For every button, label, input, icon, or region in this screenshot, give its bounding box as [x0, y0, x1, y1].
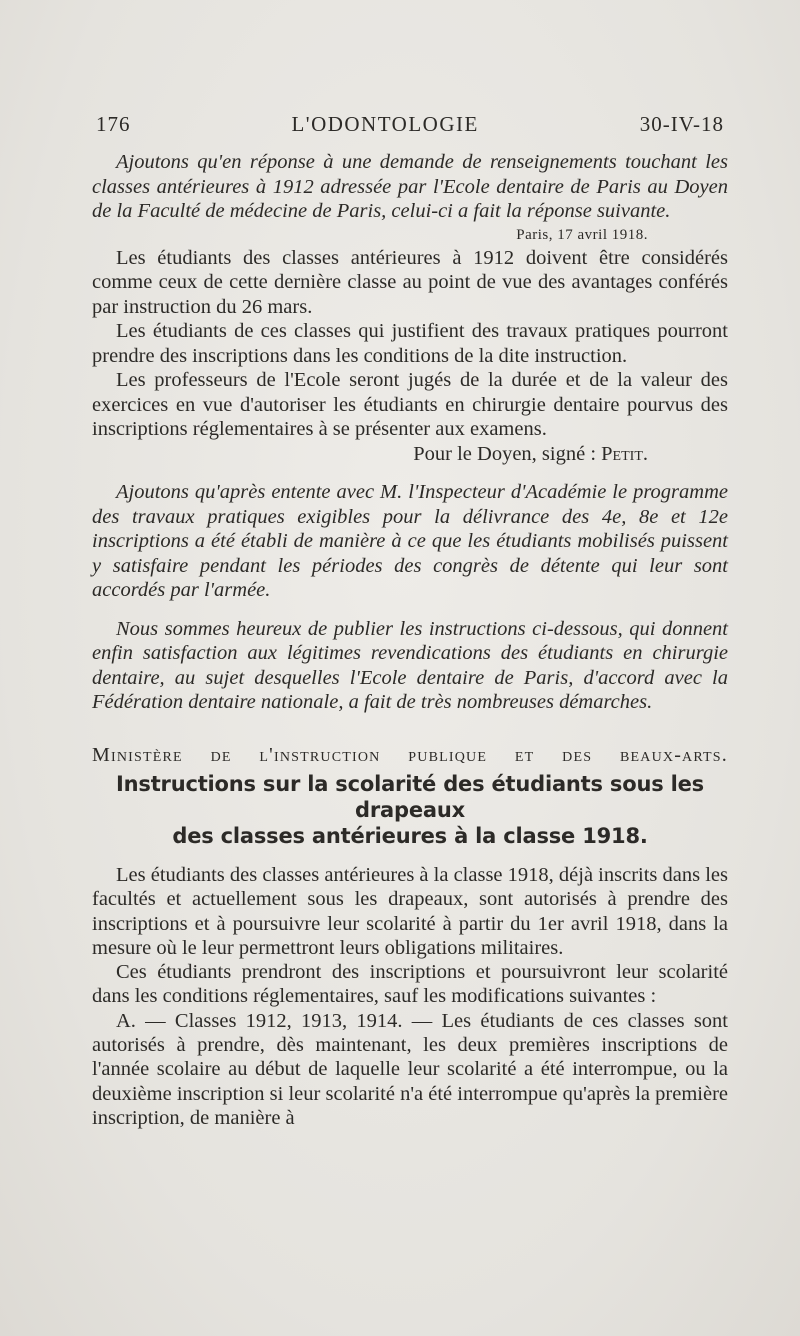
running-header	[96, 112, 724, 137]
instructions-body	[92, 863, 728, 1130]
letter-date: Paris, 17 avril 1918.	[516, 226, 648, 243]
letter-signature	[92, 442, 728, 467]
letter-paragraph: Les professeurs de l'Ecole seront jugés de la durée et de la valeur des exercices en vue d'autoriser les étudiants en chirurgie dentaire pourvus des inscriptions réglementaires à se présenter aux examens.	[92, 369, 728, 440]
letter-paragraph: Les étudiants de ces classes qui justifient des travaux pratiques pourront prendre des inscriptions dans les conditions de la dite instruction.	[92, 320, 728, 367]
page-body	[92, 150, 728, 1130]
body-paragraph: Ces étudiants prendront des inscriptions et poursuivront leur scolarité dans les conditions réglementaires, sauf les modifications suivantes :	[92, 961, 728, 1008]
journal-title: L'ODONTOLOGIE	[291, 112, 479, 136]
ministry-line: Ministère de l'instruction publique et des beaux-arts.	[92, 743, 728, 766]
signature-prefix: Pour le Doyen, signé :	[413, 442, 597, 465]
issue-date: 30-IV-18	[639, 112, 724, 136]
intro-paragraph: Ajoutons qu'en réponse à une demande de renseignements touchant les classes antérieures à 1912 adressée par l'Ecole dentaire de Paris au Doyen de la Faculté de médecine de Paris, celui-ci a fait la réponse suivante.	[92, 151, 728, 222]
commentary-paragraph: Nous sommes heureux de publier les instructions ci-dessous, qui donnent enfin satisfaction aux légitimes revendications des étudiants en chirurgie dentaire, au sujet desquelles l'Ecole dentaire de Paris, d'accord avec la Fédération dentaire nationale, a fait de très nombreuses démarches.	[92, 617, 728, 713]
section-heading-line: des classes antérieures à la classe 1918.	[172, 824, 648, 848]
page-number: 176	[96, 112, 131, 136]
letter-paragraph: Les étudiants des classes antérieures à 1912 doivent être considérés comme ceux de cette dernière classe au point de vue des avantages conférés par instruction du 26 mars.	[92, 246, 728, 318]
section-heading	[92, 771, 728, 849]
section-heading-line: Instructions sur la scolarité des étudiants sous les drapeaux	[116, 772, 704, 822]
signature-name: Petit.	[601, 442, 648, 465]
body-paragraph: Les étudiants des classes antérieures à la classe 1918, déjà inscrits dans les facultés et actuellement sous les drapeaux, sont autorisés à prendre des inscriptions et à poursuivre leur scolarité à partir du 1er avril 1918, dans la mesure où le leur permettront leurs obligations militaires.	[92, 864, 728, 959]
body-paragraph: A. — Classes 1912, 1913, 1914. — Les étudiants de ces classes sont autorisés à prendre, dès maintenant, les deux premières inscriptions de l'année scolaire au début de laquelle leur scolarité a été interrompue, ou la deuxième inscription si leur scolarité n'a été interrompue qu'après la première inscription, de manière à	[92, 1009, 728, 1129]
commentary-paragraph: Ajoutons qu'après entente avec M. l'Inspecteur d'Académie le programme des travaux pratiques exigibles pour la délivrance des 4e, 8e et 12e inscriptions a été établi de manière à ce que les étudiants mobilisés puissent y satisfaire pendant les périodes des congrès de détente qui leur sont accordés par l'armée.	[92, 481, 728, 601]
